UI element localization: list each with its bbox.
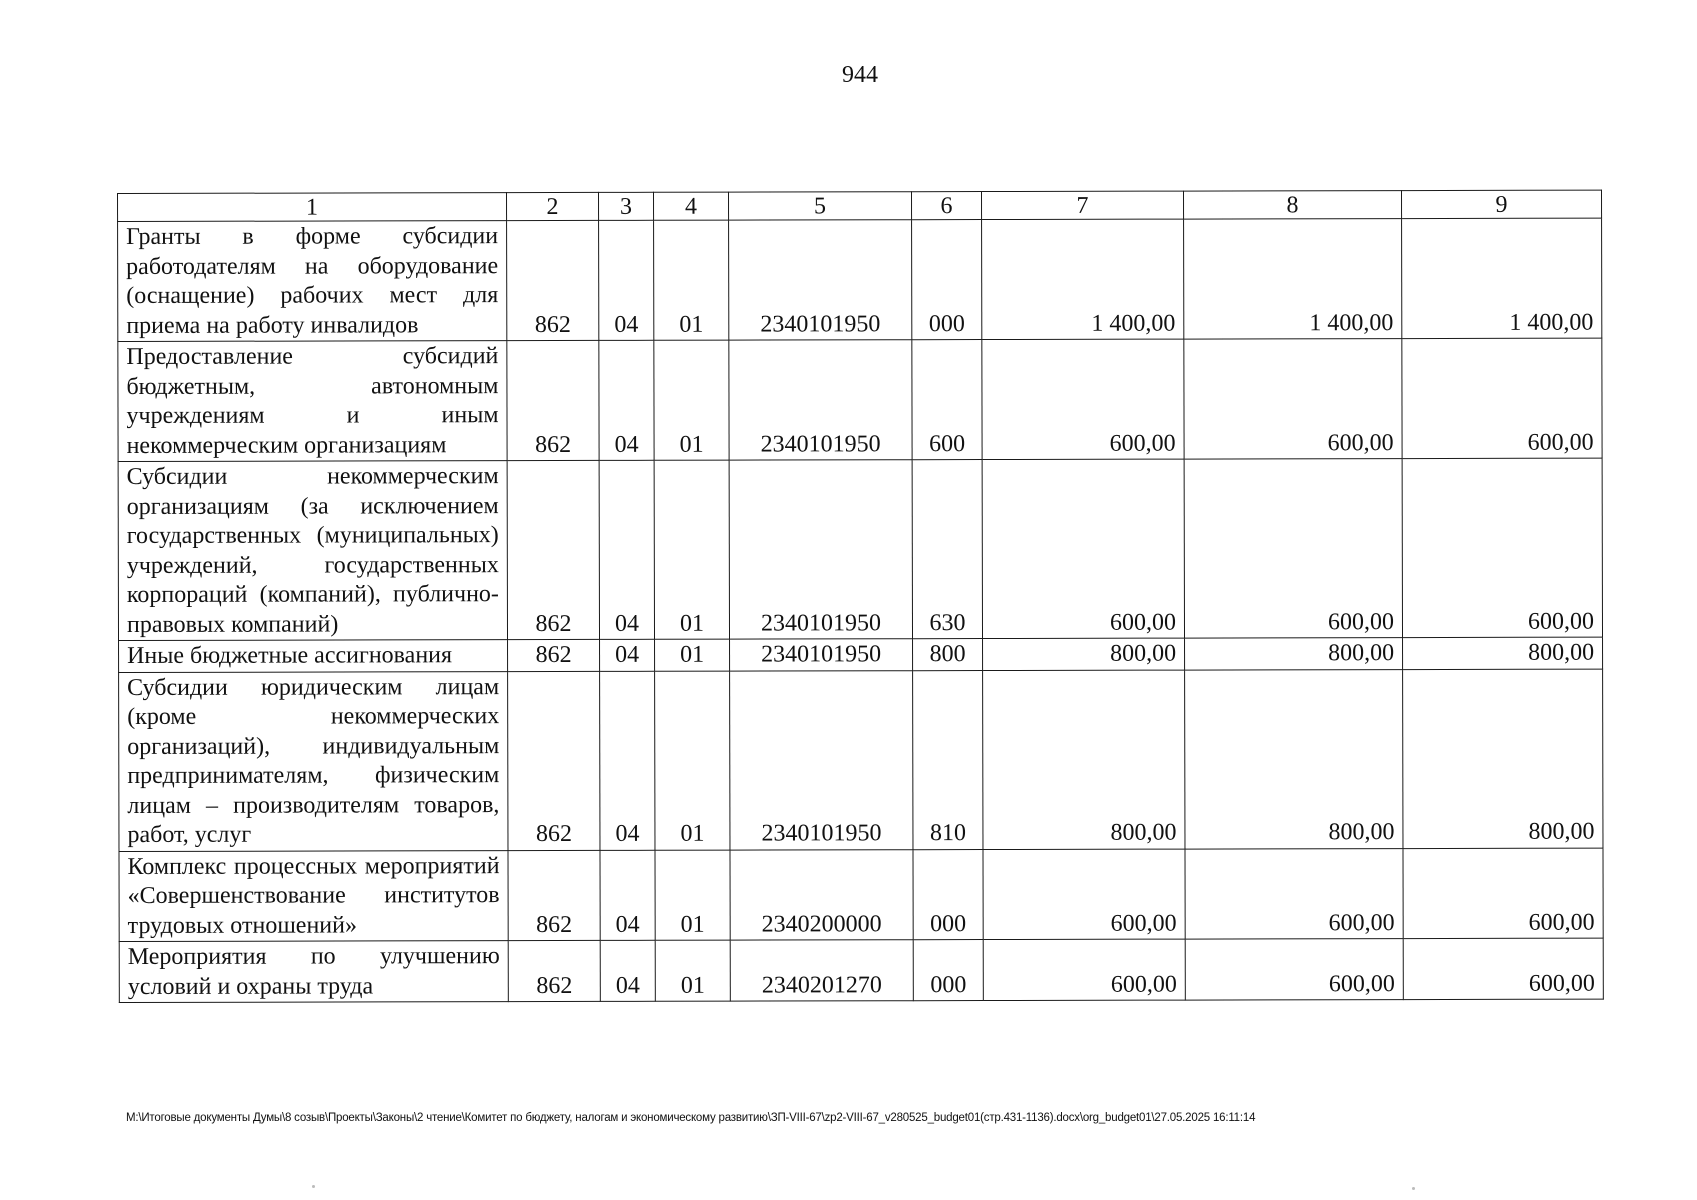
column-header: 3 [598, 192, 653, 220]
cell-col5: 2340201270 [730, 940, 913, 1001]
cell-col7: 800,00 [983, 638, 1185, 670]
cell-col2: 862 [507, 340, 599, 460]
cell-col8: 600,00 [1184, 459, 1402, 638]
cell-col7: 1 400,00 [982, 219, 1184, 339]
cell-col4: 01 [654, 220, 729, 340]
cell-col3: 04 [600, 639, 655, 671]
header-row [118, 190, 1602, 221]
cell-col3: 04 [599, 340, 654, 460]
row-name: Иные бюджетные ассигнования [119, 640, 508, 672]
table-row [119, 938, 1603, 1002]
cell-col2: 862 [507, 460, 599, 639]
cell-col8: 800,00 [1185, 669, 1403, 848]
cell-col6: 000 [913, 849, 983, 940]
cell-col5: 2340101950 [730, 670, 913, 849]
column-header: 8 [1183, 191, 1401, 219]
row-name: Субсидии юридическим лицам (кроме некоммерческих организаций), индивидуальным предпринимателям, физическим лицам – производителям товаров, работ, услуг [119, 671, 508, 851]
cell-col7: 800,00 [983, 670, 1185, 849]
page-number: 944 [842, 62, 878, 88]
cell-col3: 04 [599, 460, 654, 639]
cell-col2: 862 [507, 220, 599, 340]
column-header: 1 [118, 193, 507, 222]
cell-col2: 862 [508, 639, 600, 671]
scan-artifact [312, 1185, 315, 1188]
cell-col8: 600,00 [1184, 339, 1402, 459]
cell-col5: 2340101950 [729, 220, 912, 340]
cell-col5: 2340101950 [729, 340, 912, 460]
table-row [118, 458, 1602, 640]
cell-col5: 2340200000 [730, 849, 913, 940]
column-header: 4 [653, 192, 728, 220]
cell-col8: 600,00 [1185, 848, 1403, 939]
cell-col6: 600 [912, 340, 982, 460]
cell-col9: 800,00 [1403, 637, 1603, 669]
column-header: 6 [911, 192, 981, 220]
cell-col8: 600,00 [1185, 939, 1403, 1000]
cell-col7: 600,00 [982, 339, 1184, 459]
cell-col6: 000 [913, 940, 983, 1001]
cell-col6: 800 [913, 639, 983, 671]
table-row [118, 218, 1602, 341]
row-name: Комплекс процессных мероприятий «Совершенствование институтов трудовых отношений» [119, 850, 508, 941]
scan-artifact [1412, 1187, 1415, 1190]
row-name: Мероприятия по улучшению условий и охраны труда [119, 941, 508, 1003]
budget-table [117, 190, 1604, 1003]
cell-col3: 04 [600, 671, 655, 850]
cell-col6: 630 [912, 460, 982, 639]
cell-col2: 862 [508, 940, 600, 1001]
cell-col5: 2340101950 [729, 460, 912, 639]
cell-col8: 1 400,00 [1184, 219, 1402, 339]
row-name: Предоставление субсидий бюджетным, автономным учреждениям и иным некоммерческим организациям [118, 341, 507, 462]
footer-file-path: M:\Итоговые документы Думы\8 созыв\Проекты\Законы\2 чтение\Комитет по бюджету, налогам и экономическому развитию\ЗП-VIII-67\zp2-VIII-67_v280525_budget01(стр.431-1136).docx\org_budget01\27.05.2025 16:11:14 [126, 1112, 1256, 1124]
cell-col7: 600,00 [983, 939, 1185, 1000]
cell-col7: 600,00 [983, 849, 1185, 940]
cell-col9: 600,00 [1403, 938, 1603, 999]
cell-col7: 600,00 [982, 459, 1184, 638]
cell-col9: 600,00 [1403, 848, 1603, 939]
cell-col3: 04 [600, 850, 655, 941]
cell-col4: 01 [655, 850, 730, 941]
cell-col4: 01 [655, 940, 730, 1001]
cell-col4: 01 [654, 460, 729, 639]
column-header: 5 [728, 192, 911, 220]
cell-col3: 04 [599, 220, 654, 340]
column-header: 9 [1401, 190, 1601, 218]
cell-col3: 04 [600, 940, 655, 1001]
table-row [119, 848, 1603, 942]
cell-col9: 600,00 [1402, 458, 1602, 637]
cell-col2: 862 [508, 671, 600, 850]
row-name: Субсидии некоммерческим организациям (за исключением государственных (муниципальных) учреждений, государственных корпораций (компаний), публично-правовых компаний) [118, 461, 507, 641]
cell-col4: 01 [655, 671, 730, 850]
column-header: 2 [507, 192, 599, 220]
column-header: 7 [981, 191, 1183, 219]
cell-col4: 01 [655, 639, 730, 671]
cell-col5: 2340101950 [730, 639, 913, 671]
cell-col2: 862 [508, 850, 600, 941]
cell-col9: 600,00 [1402, 338, 1602, 458]
cell-col9: 800,00 [1403, 669, 1603, 848]
cell-col9: 1 400,00 [1402, 218, 1602, 338]
cell-col4: 01 [654, 340, 729, 460]
cell-col8: 800,00 [1185, 638, 1403, 670]
table-row [119, 669, 1603, 851]
cell-col6: 810 [913, 670, 983, 849]
cell-col6: 000 [912, 220, 982, 340]
table-row [118, 338, 1602, 461]
row-name: Гранты в форме субсидии работодателям на оборудование (оснащение) рабочих мест для приема на работу инвалидов [118, 221, 507, 342]
table-row [119, 637, 1603, 672]
